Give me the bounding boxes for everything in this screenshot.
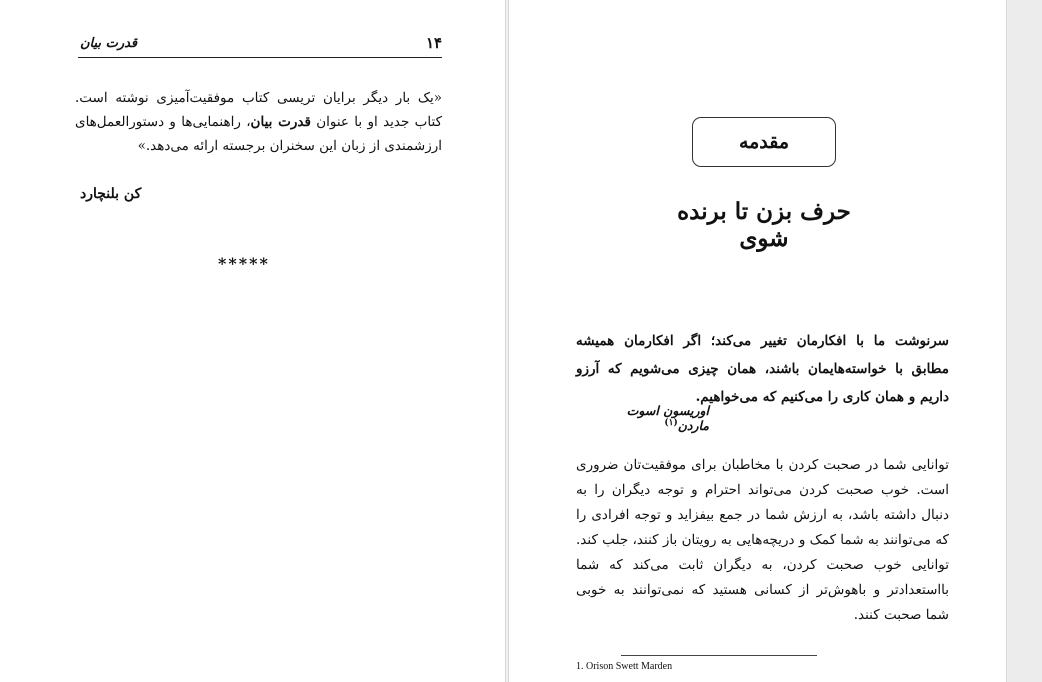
section-separator: ***** bbox=[218, 254, 270, 273]
quote-book-title: قدرت بیان bbox=[250, 114, 311, 130]
body-paragraph: توانایی شما در صحبت کردن با مخاطبان برای موفقیت‌تان ضروری است. خوب صحبت کردن می‌تواند احترام و توجه دیگران را به دنبال داشته باشد، به ارزش شما در جمع بیفزاید و توجه افرادی را که می‌توانند به شما کمک و دریچه‌هایی به رویتان باز کنند، جلب کند. توانایی خوب صحبت کردن، به دیگران ثابت می‌کند که شما بااستعدادتر و باهوش‌تر از کسانی هستید که نمی‌توانند به خوبی شما صحبت کنند. bbox=[576, 457, 949, 623]
quote-text-start: «یک بار دیگر برایان تریسی کتاب موفقیت‌آمیزی نوشته است. کتاب جدید او با عنوان bbox=[75, 90, 442, 130]
quote-author: کن بلنچارد bbox=[80, 186, 142, 202]
header-rule bbox=[78, 57, 442, 58]
left-page bbox=[0, 0, 505, 682]
footnote-rule bbox=[621, 655, 817, 656]
quote-text-end: ، راهنمایی‌ها و دستورالعمل‌های ارزشمندی از زبان این سخنران برجسته ارائه می‌دهد.» bbox=[75, 114, 442, 154]
chapter-title: حرف بزن تا برنده شوی bbox=[677, 198, 851, 252]
right-page bbox=[509, 0, 1006, 682]
epigraph: سرنوشت ما با افکارمان تغییر می‌کند؛ اگر افکارمان همیشه مطابق با خواسته‌هایمان باشند، همان چیزی می‌شویم که آرزو داریم و همان کاری را می‌کنیم که می‌خواهیم. bbox=[576, 333, 949, 405]
page-number: ۱۴ bbox=[426, 34, 443, 52]
epigraph-author-name: اوریسون اسوت ماردن bbox=[626, 403, 709, 434]
chapter-label: مقدمه bbox=[738, 131, 790, 153]
running-header-title: قدرت بیان bbox=[80, 36, 138, 51]
viewer-scrollbar[interactable] bbox=[1008, 0, 1042, 682]
footnote: 1. Orison Swett Marden bbox=[576, 661, 673, 672]
epigraph-author bbox=[579, 403, 709, 433]
chapter-label-box bbox=[692, 117, 836, 167]
endorsement-quote bbox=[75, 86, 442, 158]
footnote-marker: (۱) bbox=[664, 418, 678, 428]
